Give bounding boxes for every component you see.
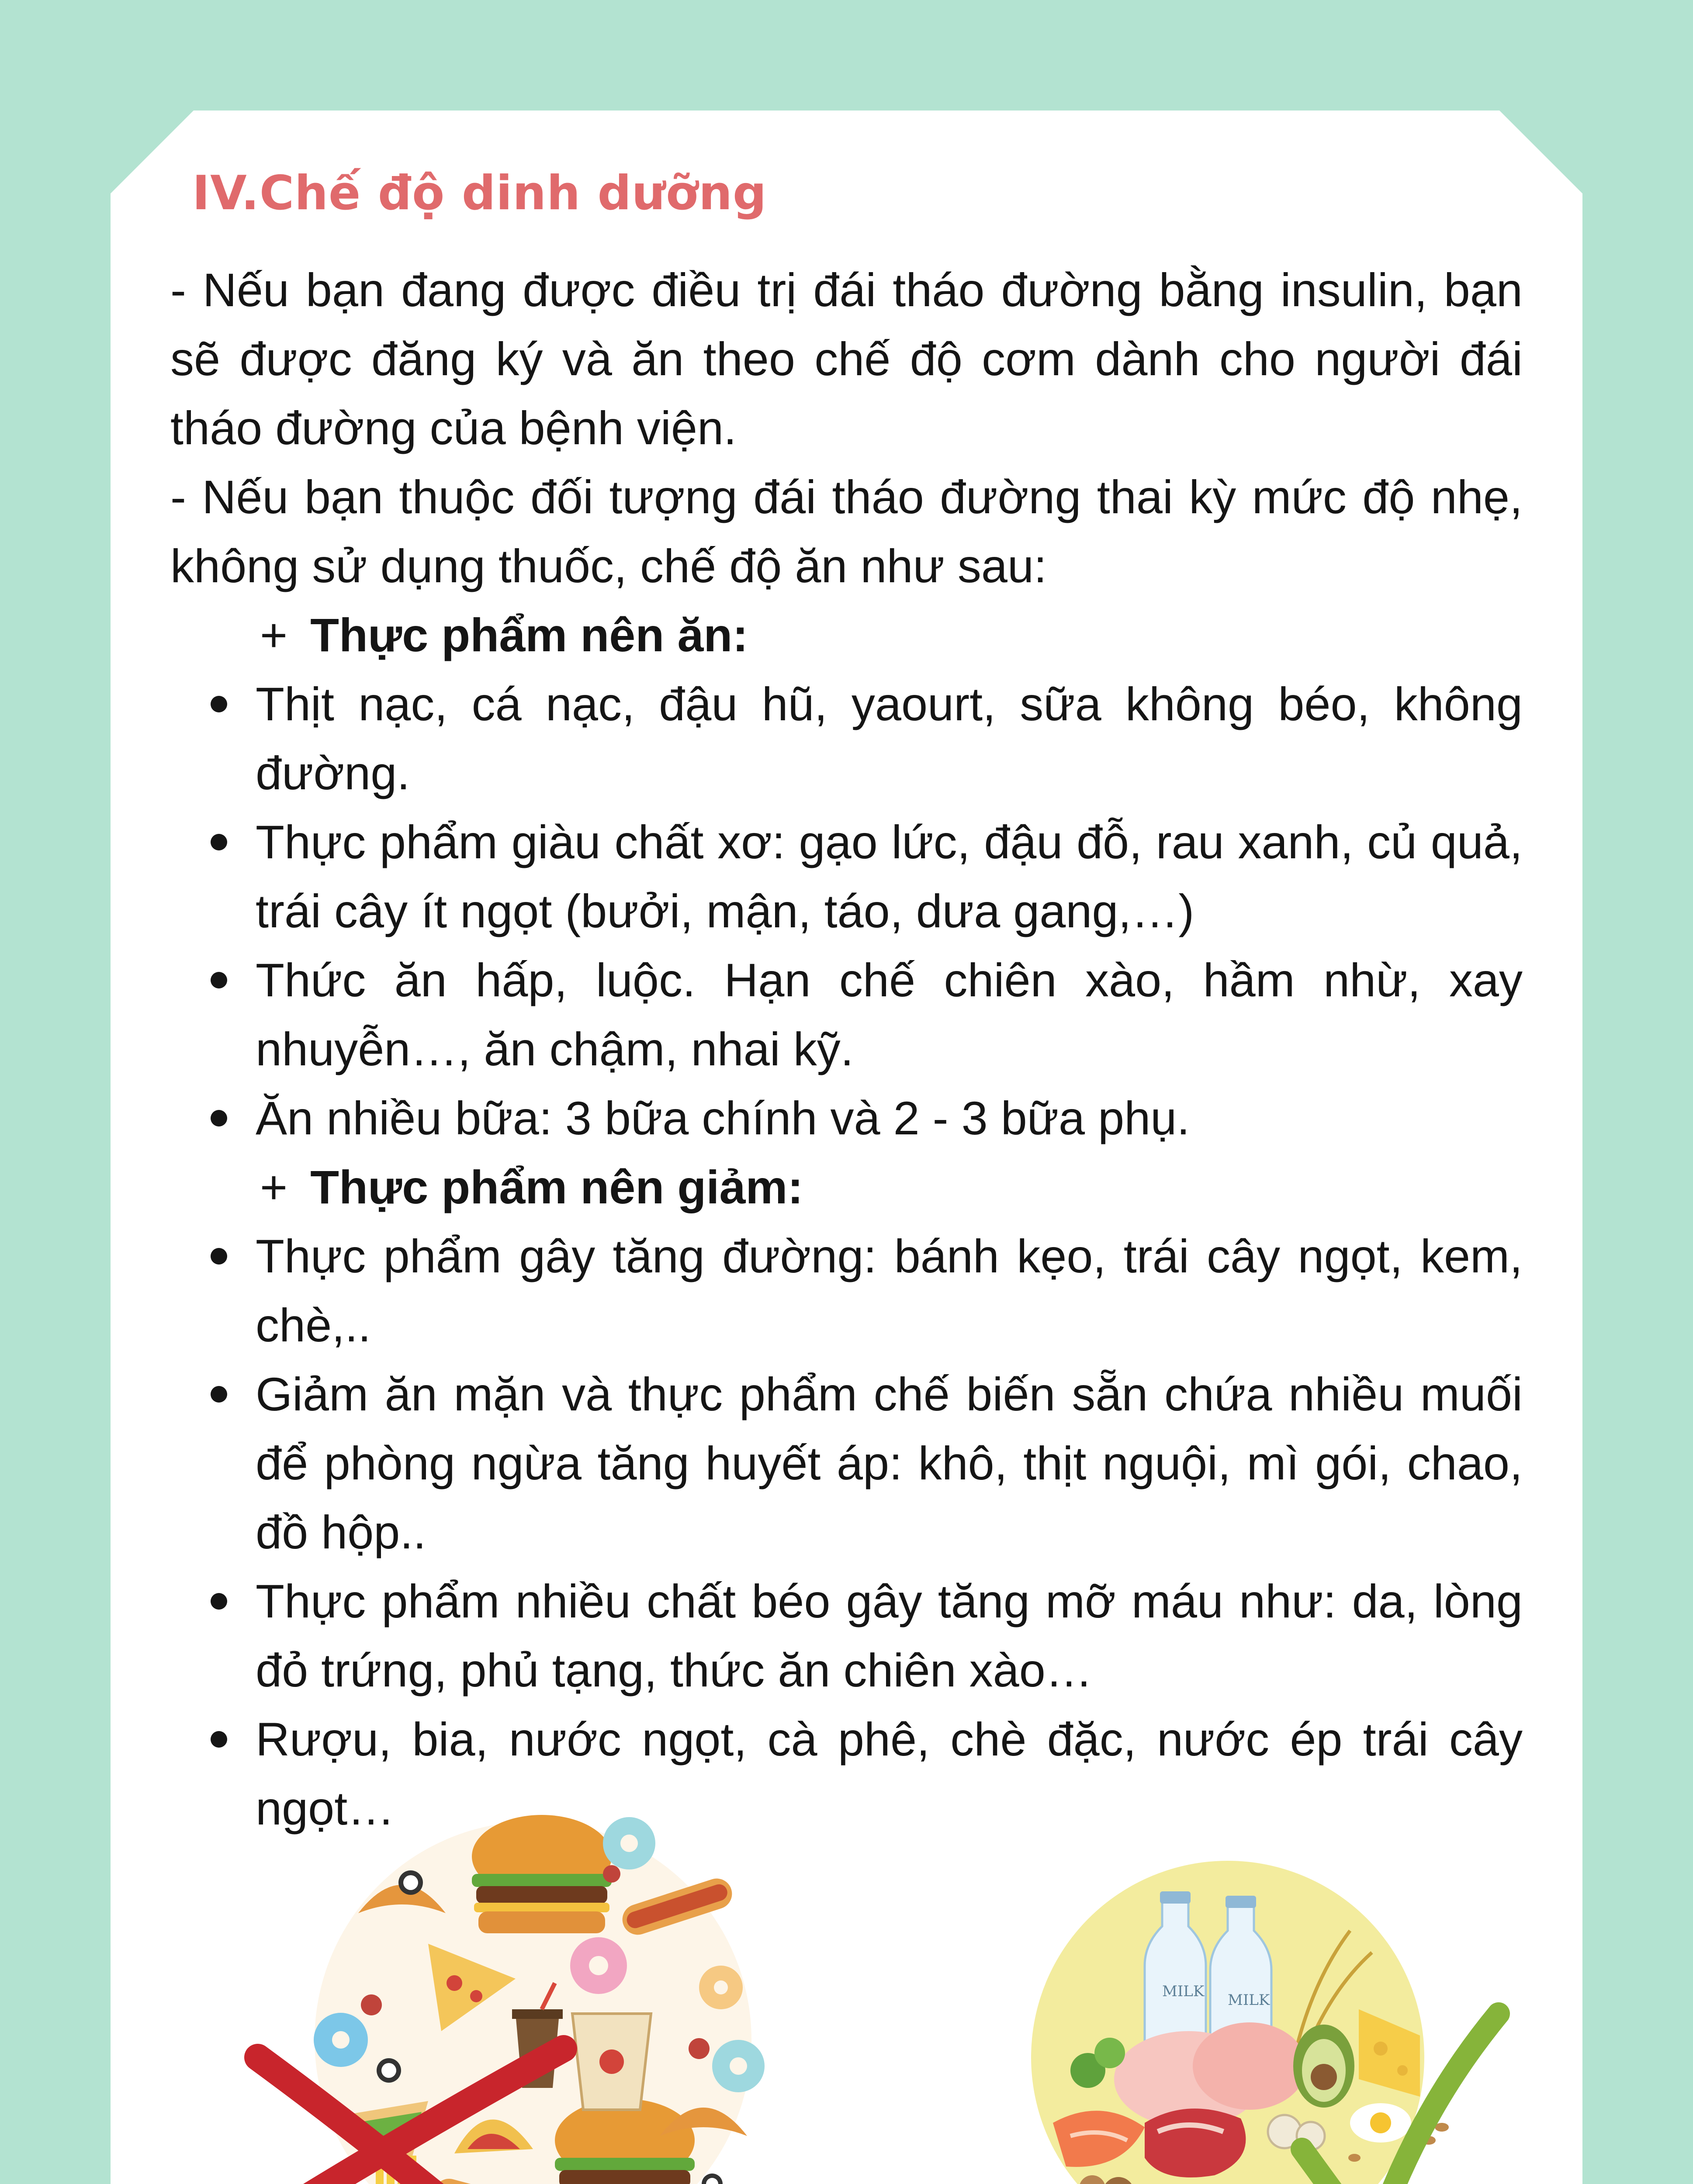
section-heading-recommended bbox=[260, 601, 1523, 670]
burger-icon bbox=[472, 1815, 612, 1933]
avocado-icon bbox=[1293, 2025, 1354, 2108]
list-item: Ăn nhiều bữa: 3 bữa chính và 2 - 3 bữa phụ. bbox=[170, 1084, 1523, 1153]
plus-marker: + bbox=[260, 608, 288, 661]
article-body bbox=[170, 256, 1523, 1843]
section-heading-label: Thực phẩm nên giảm: bbox=[310, 1161, 803, 1213]
list-item: Thức ăn hấp, luộc. Hạn chế chiên xào, hầm nhừ, xay nhuyễn…, ăn chậm, nhai kỹ. bbox=[170, 946, 1523, 1084]
junk-food-circle bbox=[314, 1815, 765, 2184]
page-title: IV.Chế độ dinh dưỡng bbox=[192, 166, 767, 221]
healthy-food-illustration bbox=[979, 1852, 1512, 2184]
milk-label-left: MILK bbox=[1162, 1983, 1205, 2000]
list-item: Giảm ăn mặn và thực phẩm chế biến sẵn chứa nhiều muối để phòng ngừa tăng huyết áp: khô, thịt nguội, mì gói, chao, đồ hộp.. bbox=[170, 1360, 1523, 1567]
list-item: Thực phẩm nhiều chất béo gây tăng mỡ máu như: da, lòng đỏ trứng, phủ tạng, thức ăn chiên xào… bbox=[170, 1567, 1523, 1705]
reduce-foods-list bbox=[170, 1222, 1523, 1843]
healthy-food-circle bbox=[1031, 1861, 1449, 2184]
burger-icon bbox=[555, 2099, 695, 2184]
milk-label-right: MILK bbox=[1228, 1991, 1270, 2009]
section-heading-label: Thực phẩm nên ăn: bbox=[310, 608, 748, 661]
noodle-box-icon bbox=[572, 2014, 651, 2110]
section-heading-reduce bbox=[260, 1153, 1523, 1222]
list-item: Thịt nạc, cá nạc, đậu hũ, yaourt, sữa không béo, không đường. bbox=[170, 670, 1523, 808]
egg-icon bbox=[1350, 2103, 1411, 2143]
paragraph-insulin: - Nếu bạn đang được điều trị đái tháo đường bằng insulin, bạn sẽ được đăng ký và ăn theo chế độ cơm dành cho người đái tháo đường của bệnh viện. bbox=[170, 263, 1523, 454]
plus-marker: + bbox=[260, 1161, 288, 1213]
list-item: Thực phẩm gây tăng đường: bánh kẹo, trái cây ngọt, kem, chè,.. bbox=[170, 1222, 1523, 1360]
list-item: Thực phẩm giàu chất xơ: gạo lức, đậu đỗ, rau xanh, củ quả, trái cây ít ngọt (bưởi, mận, táo, dưa gang,…) bbox=[170, 808, 1523, 946]
list-item: Rượu, bia, nước ngọt, cà phê, chè đặc, nước ép trái cây ngọt… bbox=[170, 1705, 1523, 1843]
paragraph-mild-gdm: - Nếu bạn thuộc đối tượng đái tháo đường thai kỳ mức độ nhẹ, không sử dụng thuốc, chế độ ăn như sau: bbox=[170, 470, 1523, 592]
junk-food-illustration bbox=[183, 1804, 795, 2184]
recommended-foods-list bbox=[170, 670, 1523, 1153]
